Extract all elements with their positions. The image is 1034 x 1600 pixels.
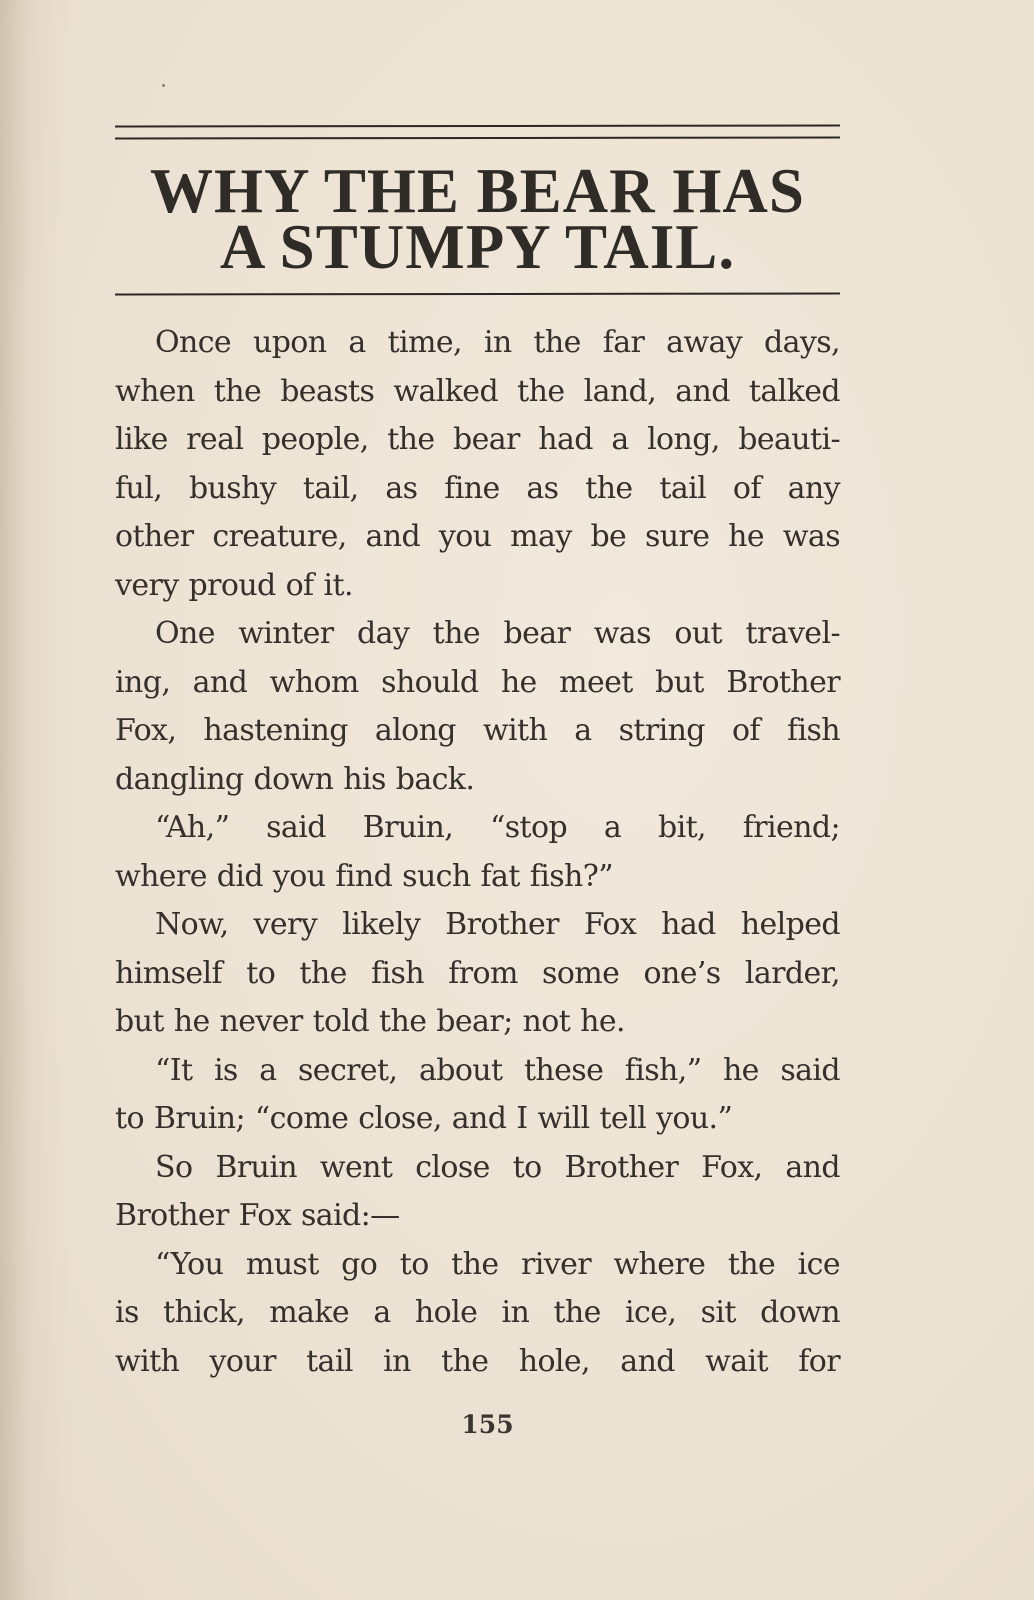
text-line: Brother Fox said:— [115, 1198, 400, 1233]
text-line: Now, very likely Brother Fox had helped [155, 907, 840, 942]
text-line: ing, and whom should he meet but Brother [115, 664, 840, 700]
paragraph [115, 1144, 840, 1241]
title-rule-bottom [115, 292, 840, 295]
text-line: when the beasts walked the land, and talked [115, 373, 840, 409]
text-line: dangling down his back. [115, 761, 475, 797]
text-line: very proud of it. [115, 567, 353, 603]
paragraph [115, 610, 840, 804]
title-rule-top [115, 124, 840, 127]
text-line: “You must go to the river where the ice [155, 1246, 840, 1282]
text-line: So Bruin went close to Brother Fox, and [155, 1149, 840, 1185]
text-line: other creature, and you may be sure he was [115, 519, 840, 554]
text-line: himself to the fish from some one’s larder, [115, 955, 840, 991]
chapter-title-line: WHY THE BEAR HAS [150, 156, 805, 226]
text-line: like real people, the bear had a long, beauti- [115, 422, 840, 457]
paragraph [115, 1241, 840, 1387]
text-line: “Ah,” said Bruin, “stop a bit, friend; [155, 810, 840, 845]
paragraph [115, 804, 840, 901]
text-line: with your tail in the hole, and wait for [115, 1343, 840, 1379]
paragraph [115, 1047, 840, 1144]
title-rule-top-second [115, 136, 840, 139]
paragraph [115, 319, 840, 610]
paper-speck [162, 84, 165, 87]
book-page [115, 125, 840, 1386]
text-line: ful, bushy tail, as fine as the tail of any [115, 470, 840, 506]
text-line: Once upon a time, in the far away days, [155, 325, 840, 360]
chapter-title-line: A STUMPY TAIL. [219, 212, 736, 282]
page-number: 155 [461, 1410, 514, 1439]
text-line: is thick, make a hole in the ice, sit down [115, 1295, 840, 1330]
paragraph [115, 901, 840, 1047]
chapter-title [115, 156, 840, 282]
text-line: “It is a secret, about these fish,” he said [155, 1052, 840, 1088]
text-line: where did you find such fat fish?” [115, 858, 613, 894]
text-line: One winter day the bear was out travel- [155, 616, 840, 651]
text-line: Fox, hastening along with a string of fish [115, 713, 840, 748]
story-text [115, 319, 840, 1386]
text-line: but he never told the bear; not he. [115, 1004, 625, 1039]
text-line: to Bruin; “come close, and I will tell you.” [115, 1101, 733, 1136]
